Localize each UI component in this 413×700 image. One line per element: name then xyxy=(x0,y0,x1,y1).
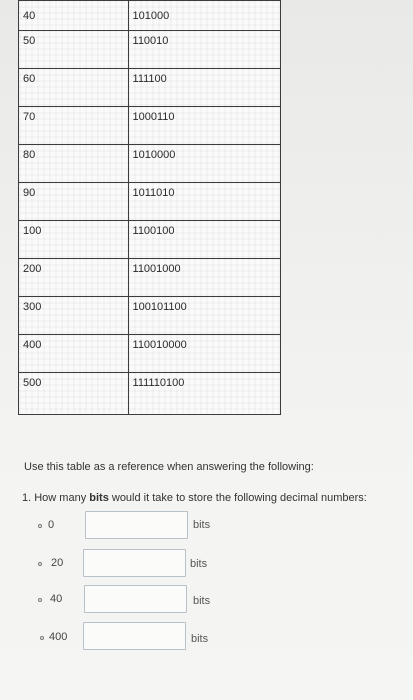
binary-cell: 1000110 xyxy=(128,107,280,145)
binary-cell: 1010000 xyxy=(128,145,280,183)
bits-answer-input[interactable] xyxy=(84,585,187,613)
binary-cell: 11001000 xyxy=(128,259,280,297)
question-suffix: would it take to store the following decimal numbers: xyxy=(108,492,367,504)
table-row xyxy=(19,69,281,107)
decimal-cell: 400 xyxy=(19,335,129,373)
answer-row xyxy=(0,549,413,581)
decimal-cell: 70 xyxy=(19,107,129,145)
table-row xyxy=(19,297,281,335)
instructions-text: Use this table as a reference when answering the following: xyxy=(24,461,314,473)
binary-cell: 110010000 xyxy=(128,335,280,373)
binary-cell: 101000 xyxy=(128,1,280,31)
bits-unit-label: bits xyxy=(193,595,211,607)
table-row xyxy=(19,183,281,221)
binary-cell: 111100 xyxy=(128,69,280,107)
decimal-number-label: 0 xyxy=(48,519,55,531)
bullet-icon xyxy=(38,524,42,528)
bits-unit-label: bits xyxy=(191,633,209,645)
bits-unit-label: bits xyxy=(193,519,211,531)
decimal-number-label: 40 xyxy=(50,593,63,605)
question-bold-term: bits xyxy=(89,492,109,504)
decimal-cell: 50 xyxy=(19,31,129,69)
binary-cell: 1011010 xyxy=(128,183,280,221)
decimal-cell: 100 xyxy=(19,221,129,259)
decimal-cell: 40 xyxy=(19,1,129,31)
answer-row xyxy=(0,511,413,543)
binary-cell: 1100100 xyxy=(128,221,280,259)
bullet-icon xyxy=(38,562,42,566)
table-row xyxy=(19,335,281,373)
table-row xyxy=(19,145,281,183)
decimal-cell: 80 xyxy=(19,145,129,183)
decimal-cell: 200 xyxy=(19,259,129,297)
bits-answer-input[interactable] xyxy=(83,622,186,650)
decimal-cell: 500 xyxy=(19,373,129,415)
bullet-icon xyxy=(40,636,44,640)
decimal-cell: 90 xyxy=(19,183,129,221)
decimal-cell: 60 xyxy=(19,69,129,107)
decimal-binary-table xyxy=(18,0,281,415)
binary-cell: 111110100 xyxy=(128,373,280,415)
answer-row xyxy=(0,585,413,617)
question-prefix: 1. How many xyxy=(22,492,90,504)
table-row xyxy=(19,31,281,69)
question-text xyxy=(22,492,367,504)
table-row xyxy=(19,107,281,145)
bits-unit-label: bits xyxy=(190,558,208,570)
table-row xyxy=(19,373,281,415)
bullet-icon xyxy=(38,598,42,602)
table-row xyxy=(19,221,281,259)
binary-cell: 100101100 xyxy=(128,297,280,335)
table-row xyxy=(19,259,281,297)
decimal-cell: 300 xyxy=(19,297,129,335)
binary-cell: 110010 xyxy=(128,31,280,69)
bits-answer-input[interactable] xyxy=(85,511,188,539)
table-row xyxy=(19,1,281,31)
decimal-number-label: 400 xyxy=(49,631,68,643)
bits-answer-input[interactable] xyxy=(83,549,186,577)
answer-row xyxy=(0,622,413,654)
decimal-number-label: 20 xyxy=(51,557,64,569)
